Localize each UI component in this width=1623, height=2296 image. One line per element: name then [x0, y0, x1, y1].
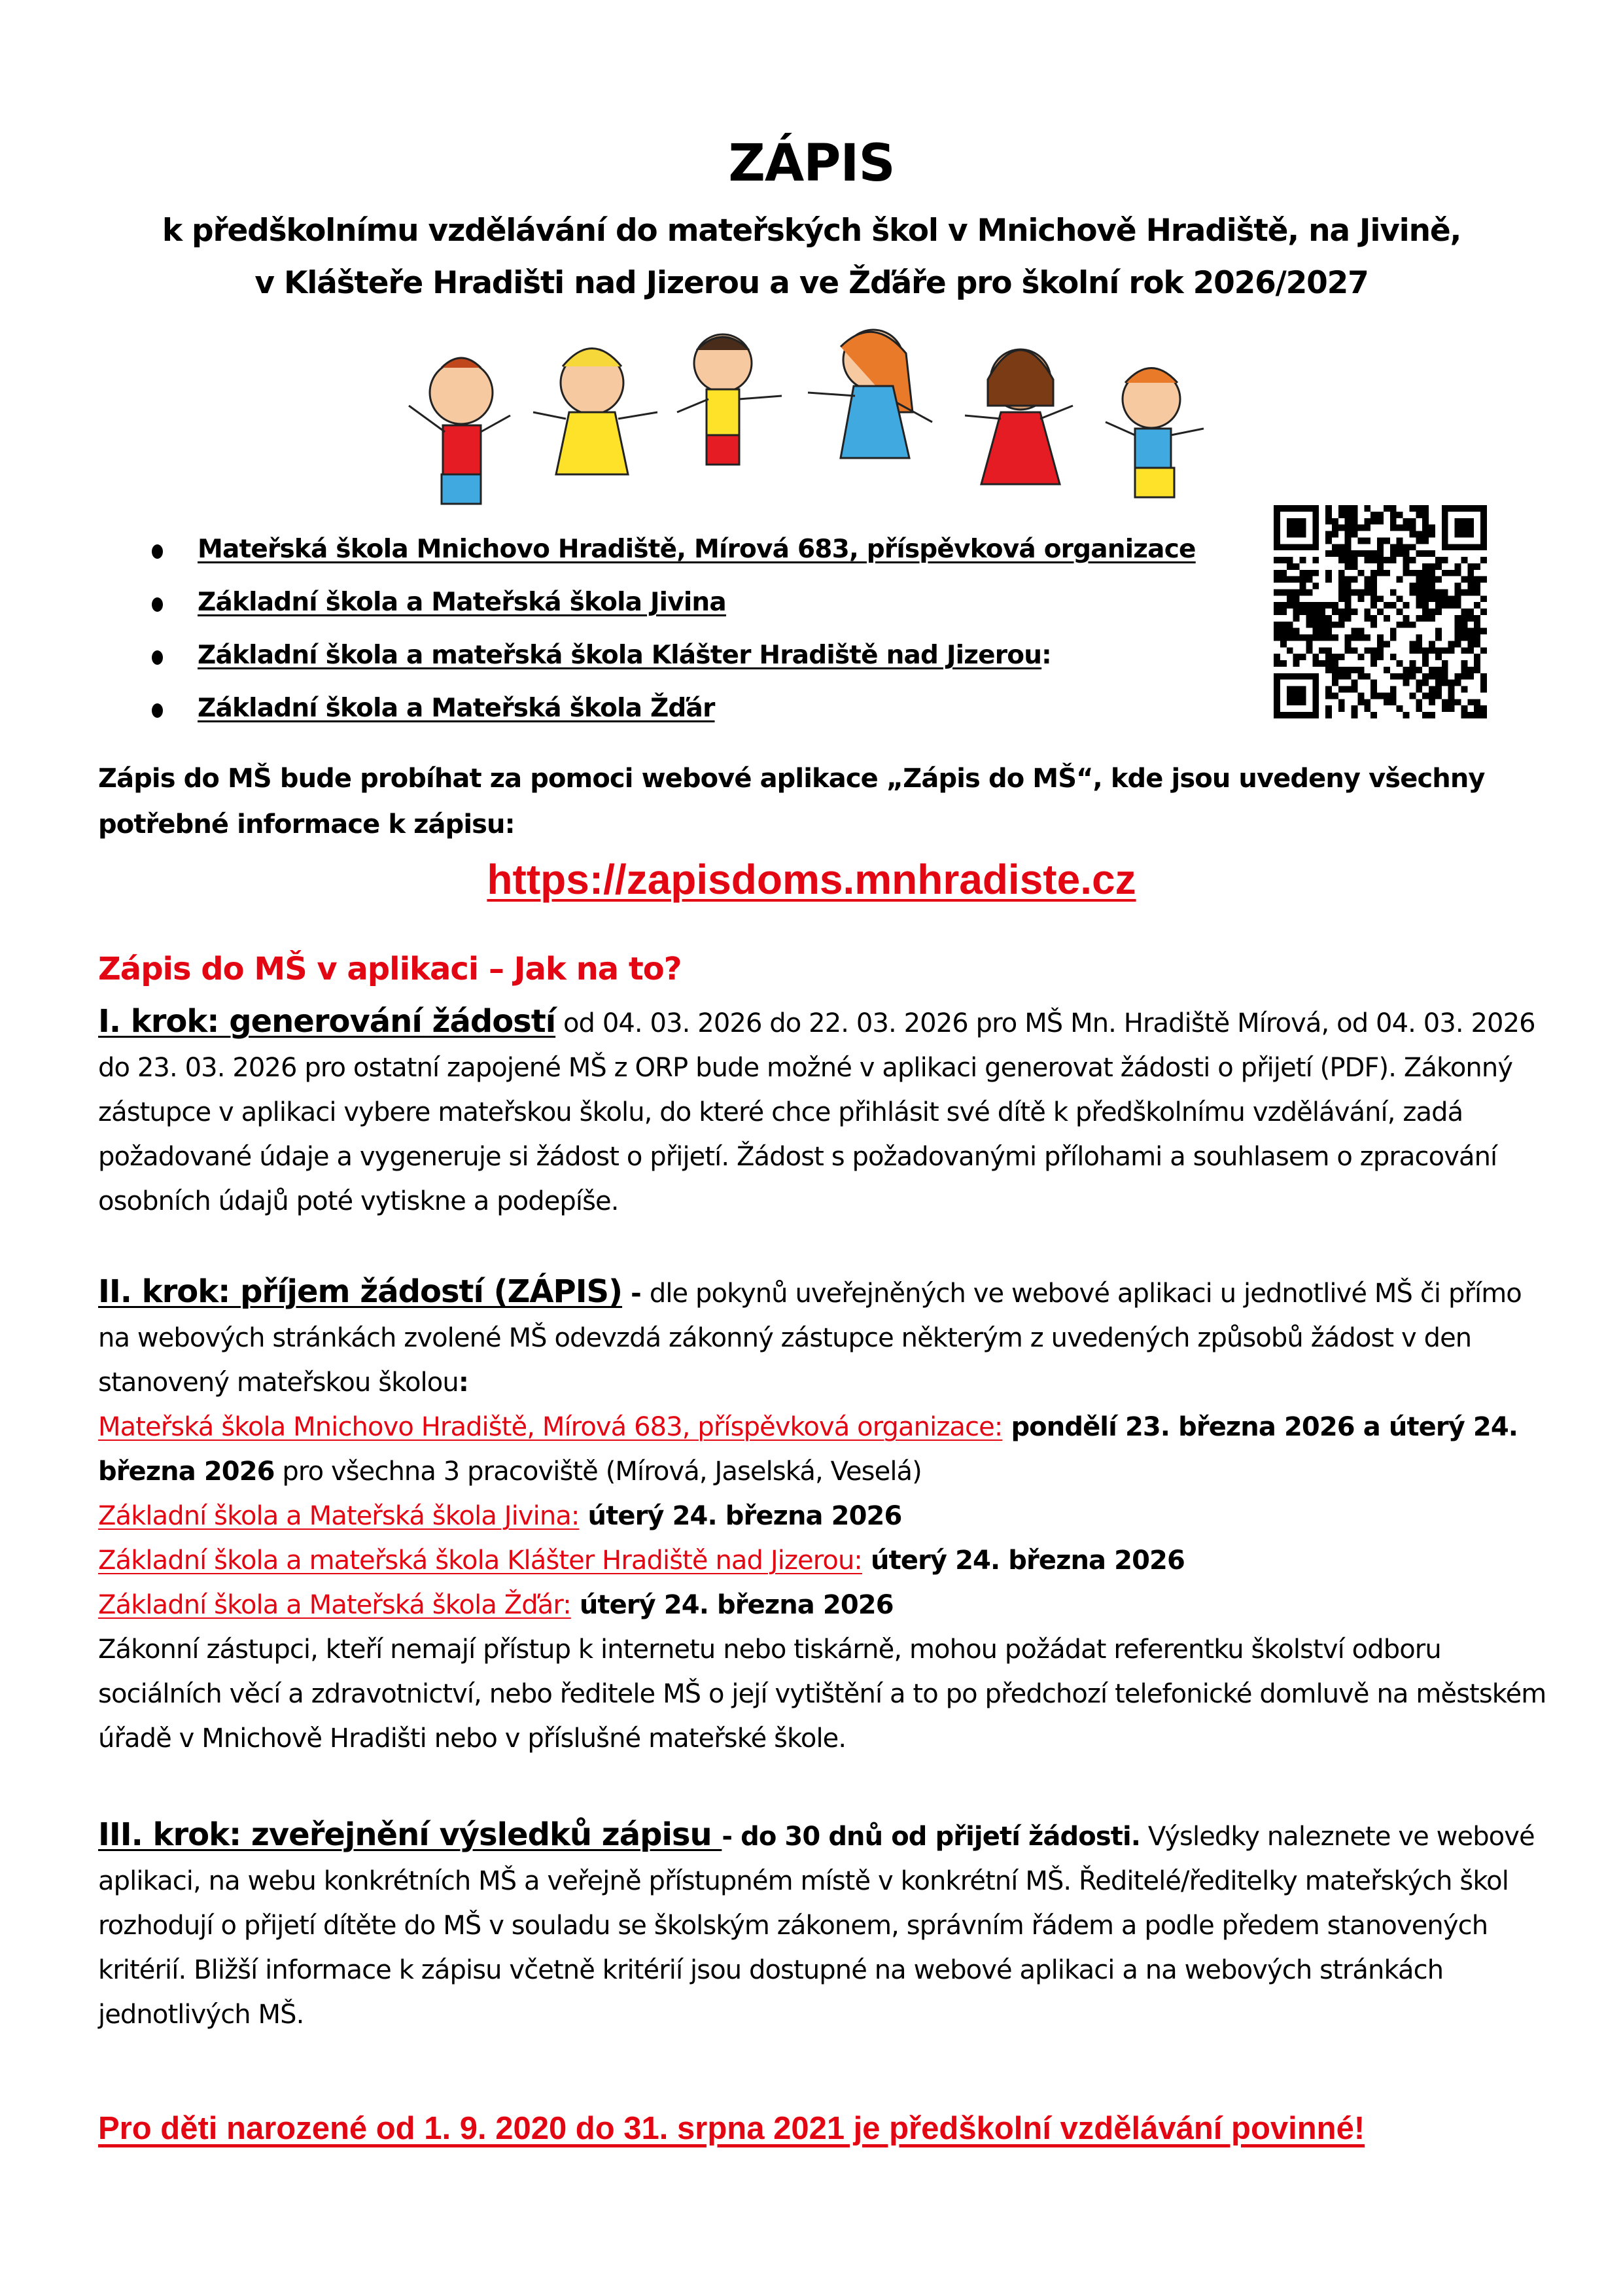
mandatory-notice: [98, 2110, 1365, 2147]
application-url: [0, 855, 1623, 904]
schedule-date: úterý 24. března 2026: [570, 1590, 894, 1620]
school-link[interactable]: Základní škola a mateřská škola Klášter Hradiště nad Jizerou: [198, 641, 1042, 670]
school-link[interactable]: Mateřská škola Mnichovo Hradiště, Mírová 683, příspěvková organizace: [198, 535, 1196, 564]
child-1: [409, 358, 510, 504]
step-3-lead: - do 30 dnů od přijetí žádosti.: [722, 1822, 1141, 1852]
school-list-item[interactable]: [144, 636, 1256, 689]
schedule-date: úterý 24. března 2026: [862, 1545, 1185, 1576]
step-2-title: II. krok: příjem žádostí (ZÁPIS): [98, 1273, 623, 1310]
schedule-school-link[interactable]: Mateřská škola Mnichovo Hradiště, Mírová 683, příspěvková organizace:: [98, 1412, 1003, 1442]
step-1-text: od 04. 03. 2026 do 22. 03. 2026 pro MŠ Mn. Hradiště Mírová, od 04. 03. 2026 do 23. 03. 2026 pro ostatní zapojené MŠ z ORP bude možné v aplikaci generovat žádosti o přijetí (PDF). Zákonný zástupce v aplikaci vybere mateřskou školu, do které chce přihlásit své dítě k předškolnímu vzdělávání, zadá požadované údaje a vygeneruje si žádost o přijetí. Žádost s požadovanými přílohami a souhlasem o zpracování osobních údajů poté vytiskne a podepíše.: [98, 1008, 1535, 1216]
child-4: [808, 330, 932, 458]
howto-heading: Zápis do MŠ v aplikaci – Jak na to?: [98, 951, 682, 987]
schedule-school-link[interactable]: Základní škola a Mateřská škola Jivina:: [98, 1501, 580, 1531]
step-1-section: [98, 999, 1550, 1224]
schedule-school-link[interactable]: Základní škola a mateřská škola Klášter Hradiště nad Jizerou:: [98, 1545, 863, 1576]
mandatory-notice-text: Pro děti narozené od 1. 9. 2020 do 31. srpna 2021 je předškolní vzdělávání povinné!: [98, 2111, 1365, 2146]
children-illustration: [389, 321, 1240, 523]
application-url-link[interactable]: https://zapisdoms.mnhradiste.cz: [487, 856, 1136, 903]
child-5: [965, 349, 1073, 484]
bullet-icon: [152, 597, 163, 612]
step-3-title: III. krok: zveřejnění výsledků zápisu: [98, 1816, 722, 1853]
school-list: [144, 530, 1256, 742]
step-2-text: dle pokynů uveřejněných ve webové aplikaci u jednotlivé MŠ či přímo na webových stránkách zvolené MŠ odevzdá zákonný zástupce některým z uvedených způsobů žádost v den stanovený mateřskou školou: [98, 1279, 1522, 1398]
step-3-section: [98, 1812, 1550, 2037]
school-list-item[interactable]: [144, 689, 1256, 742]
page-subtitle-line-1: k předškolnímu vzdělávání do mateřských škol v Mnichově Hradiště, na Jivině,: [162, 213, 1461, 249]
qr-code-icon[interactable]: [1274, 505, 1487, 718]
school-list-item[interactable]: [144, 583, 1256, 636]
page-subtitle-line-2: v Klášteře Hradišti nad Jizerou a ve Žďáře pro školní rok 2026/2027: [254, 265, 1369, 301]
school-link[interactable]: Základní škola a Mateřská škola Jivina: [198, 588, 726, 617]
schedule-note: pro všechna 3 pracoviště (Mírová, Jaselská, Veselá): [274, 1457, 922, 1487]
bullet-icon: [152, 703, 163, 718]
school-link[interactable]: Základní škola a Mateřská škola Žďár: [198, 694, 715, 723]
school-list-item[interactable]: [144, 530, 1256, 583]
schedule-date: úterý 24. března 2026: [579, 1501, 902, 1531]
bullet-icon: [152, 544, 163, 559]
step-2-note: Zákonní zástupci, kteří nemají přístup k internetu nebo tiskárně, mohou požádat referentku školství odboru sociálních věcí a zdravotnictví, nebo ředitele MŠ o její vytištění a to po předchozí telefonické domluvě na městském úřadě v Mnichově Hradišti nebo v příslušné mateřské škole.: [98, 1634, 1546, 1754]
schedule-school-link[interactable]: Základní škola a Mateřská škola Žďár:: [98, 1590, 571, 1620]
schedule-date: pondělí 23. března 2026 a úterý 24. března 2026: [98, 1412, 1518, 1487]
child-2: [533, 349, 657, 475]
child-3: [677, 334, 782, 465]
child-6: [1106, 368, 1204, 498]
step-2-colon: :: [458, 1368, 468, 1398]
school-suffix: :: [1041, 641, 1051, 670]
step-2-section: [98, 1269, 1550, 1761]
step-2-dash: -: [622, 1279, 650, 1309]
step-1-title: I. krok: generování žádostí: [98, 1003, 556, 1040]
intro-text: Zápis do MŠ bude probíhat za pomoci webové aplikace „Zápis do MŠ“, kde jsou uvedeny všechny potřebné informace k zápisu:: [98, 764, 1485, 839]
step-3-text: Výsledky naleznete ve webové aplikaci, na webu konkrétních MŠ a veřejně přístupném místě v konkrétní MŠ. Ředitelé/ředitelky mateřských škol rozhodují o přijetí dítěte do MŠ v souladu se školským zákonem, správním řádem a podle předem stanovených kritérií. Bližší informace k zápisu včetně kritérií jsou dostupné na webové aplikaci a na webových stránkách jednotlivých MŠ.: [98, 1822, 1535, 2030]
bullet-icon: [152, 650, 163, 665]
page-title: ZÁPIS: [728, 134, 895, 193]
